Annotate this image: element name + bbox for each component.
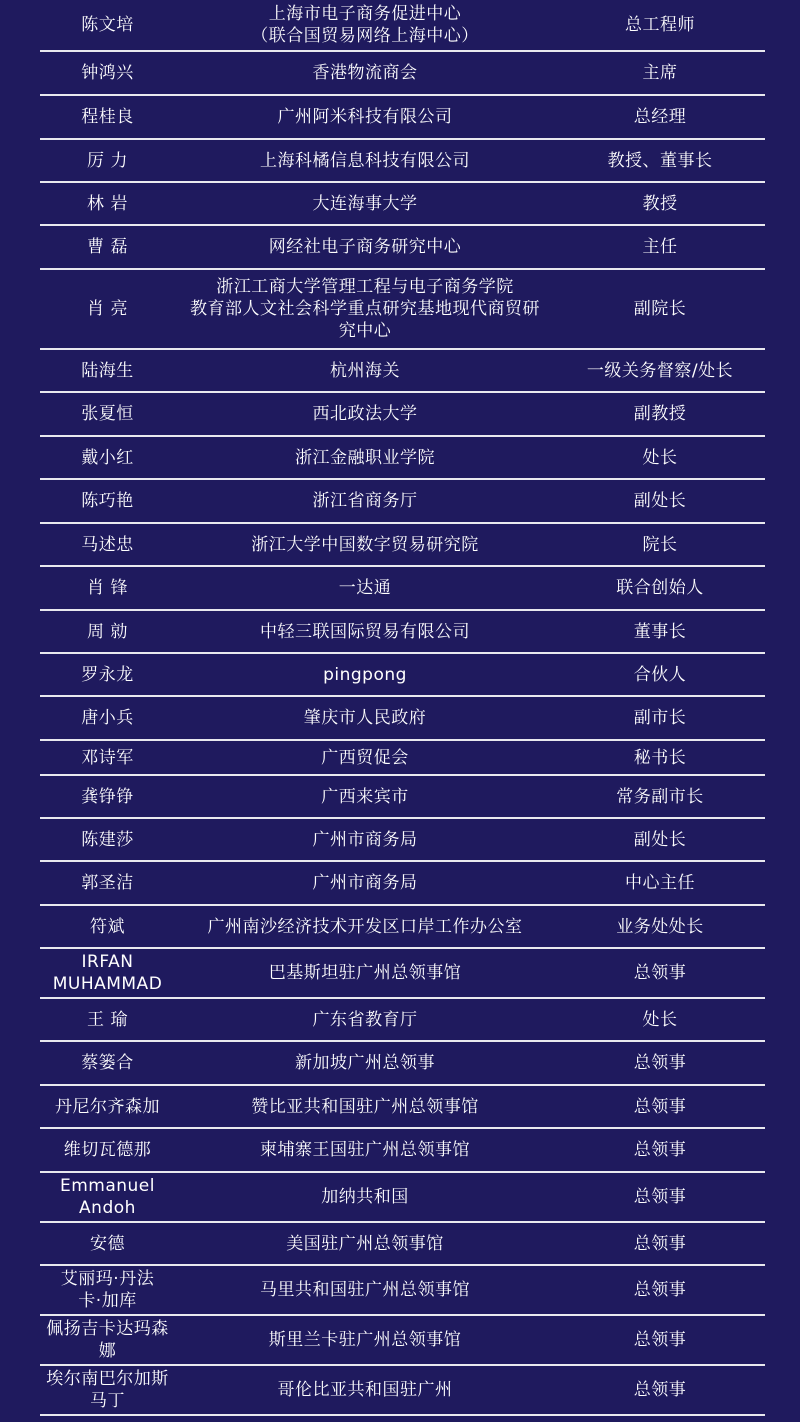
cell-name bbox=[40, 14, 175, 36]
cell-org bbox=[175, 962, 555, 984]
cell-org-text: 中轻三联国际贸易有限公司 bbox=[260, 621, 470, 642]
cell-name-text: IRFAN MUHAMMAD bbox=[52, 952, 163, 994]
cell-title bbox=[555, 1379, 765, 1401]
cell-title-text: 总领事 bbox=[633, 1053, 687, 1073]
cell-name-text: 厉 力 bbox=[87, 150, 128, 171]
cell-org bbox=[175, 621, 555, 643]
cell-name-text: 王 瑜 bbox=[87, 1009, 128, 1030]
table-row bbox=[40, 1086, 765, 1129]
cell-name bbox=[40, 106, 175, 128]
cell-title-text: 业务处处长 bbox=[616, 916, 704, 937]
delegates-table bbox=[40, 0, 765, 1416]
table-row bbox=[40, 862, 765, 906]
cell-title bbox=[555, 829, 765, 851]
cell-name-text: 陈建莎 bbox=[81, 829, 134, 850]
cell-title bbox=[555, 447, 765, 469]
cell-title-text: 总领事 bbox=[633, 963, 687, 983]
cell-org-text: 美国驻广州总领事馆 bbox=[286, 1233, 444, 1254]
table-row bbox=[40, 183, 765, 226]
cell-name bbox=[40, 829, 175, 851]
cell-name-text: 罗永龙 bbox=[81, 664, 134, 685]
cell-name-text: 符斌 bbox=[90, 916, 125, 937]
cell-org bbox=[175, 1379, 555, 1401]
cell-title bbox=[555, 786, 765, 808]
cell-title bbox=[555, 707, 765, 729]
table-row bbox=[40, 819, 765, 862]
cell-title bbox=[555, 298, 765, 320]
cell-title-text: 联合创始人 bbox=[616, 578, 704, 598]
cell-name bbox=[40, 403, 175, 425]
table-row bbox=[40, 270, 765, 350]
cell-name bbox=[40, 490, 175, 512]
cell-title-text: 总领事 bbox=[633, 1140, 687, 1160]
cell-title-text: 教授 bbox=[642, 193, 678, 214]
cell-title bbox=[555, 193, 765, 215]
cell-org bbox=[175, 490, 555, 512]
cell-name bbox=[40, 707, 175, 729]
cell-name bbox=[40, 621, 175, 643]
cell-title bbox=[555, 1186, 765, 1208]
cell-org-text: 浙江金融职业学院 bbox=[295, 447, 435, 468]
table-row bbox=[40, 0, 765, 52]
cell-title-text: 一级关务督察/处长 bbox=[586, 360, 734, 381]
cell-name bbox=[40, 664, 175, 686]
cell-org bbox=[175, 1233, 555, 1255]
table-row bbox=[40, 350, 765, 393]
cell-org-text: 一达通 bbox=[338, 578, 392, 598]
cell-name-text: 邓诗军 bbox=[81, 747, 134, 768]
cell-title-text: 副处长 bbox=[633, 491, 687, 511]
table-row bbox=[40, 96, 765, 140]
table-row bbox=[40, 1316, 765, 1366]
cell-org-text: 网经社电子商务研究中心 bbox=[268, 237, 462, 257]
cell-org bbox=[175, 62, 555, 84]
cell-title bbox=[555, 534, 765, 556]
cell-org bbox=[175, 1329, 555, 1351]
cell-name-text: 程桂良 bbox=[81, 107, 134, 127]
cell-name-text: 林 岩 bbox=[87, 193, 128, 214]
cell-name bbox=[40, 193, 175, 215]
cell-title-text: 总领事 bbox=[633, 1330, 687, 1350]
table-row bbox=[40, 1223, 765, 1266]
cell-title-text: 处长 bbox=[642, 447, 678, 468]
cell-title-text: 副处长 bbox=[633, 829, 687, 850]
table-row bbox=[40, 1129, 765, 1173]
table-row bbox=[40, 611, 765, 654]
cell-name-text: 安德 bbox=[90, 1233, 125, 1254]
cell-org-text: 巴基斯坦驻广州总领事馆 bbox=[268, 963, 462, 983]
cell-title-text: 副院长 bbox=[633, 299, 687, 319]
cell-title-text: 处长 bbox=[642, 1009, 678, 1030]
cell-org-text: 广西贸促会 bbox=[321, 747, 409, 768]
cell-name bbox=[40, 872, 175, 894]
cell-title-text: 合伙人 bbox=[633, 664, 687, 685]
cell-org-text: 浙江工商大学管理工程与电子商务学院 教育部人文社会科学重点研究基地现代商贸研 究中心 bbox=[190, 277, 540, 341]
cell-org bbox=[175, 707, 555, 729]
cell-name bbox=[40, 1139, 175, 1161]
cell-name bbox=[40, 1096, 175, 1118]
table-row bbox=[40, 1266, 765, 1316]
cell-name bbox=[40, 1268, 175, 1312]
cell-org-text: 斯里兰卡驻广州总领事馆 bbox=[268, 1330, 462, 1350]
cell-name bbox=[40, 786, 175, 808]
cell-title-text: 主席 bbox=[642, 63, 678, 83]
cell-name bbox=[40, 1368, 175, 1412]
cell-name bbox=[40, 1175, 175, 1219]
cell-name-text: 肖 亮 bbox=[87, 299, 128, 319]
table-row bbox=[40, 1173, 765, 1223]
cell-name-text: 蔡篓合 bbox=[81, 1053, 134, 1073]
cell-name bbox=[40, 1009, 175, 1031]
cell-org-text: 马里共和国驻广州总领事馆 bbox=[260, 1280, 470, 1300]
cell-org bbox=[175, 360, 555, 382]
cell-name-text: 钟鸿兴 bbox=[81, 63, 134, 83]
cell-title bbox=[555, 872, 765, 894]
table-row bbox=[40, 52, 765, 96]
cell-org bbox=[175, 747, 555, 769]
cell-name-text: 肖 锋 bbox=[87, 578, 128, 598]
cell-title bbox=[555, 916, 765, 938]
cell-title-text: 教授、董事长 bbox=[607, 150, 713, 171]
cell-name-text: 唐小兵 bbox=[81, 708, 134, 728]
cell-title bbox=[555, 1009, 765, 1031]
cell-title-text: 总工程师 bbox=[625, 15, 695, 35]
table-row bbox=[40, 140, 765, 183]
table-row bbox=[40, 999, 765, 1042]
cell-org bbox=[175, 534, 555, 556]
cell-title bbox=[555, 236, 765, 258]
table-row bbox=[40, 480, 765, 524]
cell-name-text: 周 勍 bbox=[87, 621, 128, 642]
cell-org bbox=[175, 786, 555, 808]
cell-name-text: 丹尼尔齐森加 bbox=[55, 1096, 160, 1117]
cell-title bbox=[555, 490, 765, 512]
cell-org bbox=[175, 577, 555, 599]
cell-title bbox=[555, 1139, 765, 1161]
cell-title-text: 院长 bbox=[642, 534, 678, 555]
cell-org-text: 广州南沙经济技术开发区口岸工作办公室 bbox=[207, 916, 523, 937]
cell-org-text: 香港物流商会 bbox=[312, 63, 418, 83]
cell-name bbox=[40, 534, 175, 556]
cell-org-text: pingpong bbox=[323, 664, 407, 685]
cell-org-text: 浙江省商务厅 bbox=[312, 491, 418, 511]
cell-name-text: 马述忠 bbox=[81, 534, 134, 555]
cell-org bbox=[175, 150, 555, 172]
table-row bbox=[40, 697, 765, 741]
cell-org-text: 大连海事大学 bbox=[312, 193, 418, 214]
cell-org-text: 上海市电子商务促进中心 （联合国贸易网络上海中心） bbox=[251, 4, 479, 46]
cell-org-text: 上海科橘信息科技有限公司 bbox=[260, 150, 470, 171]
cell-org bbox=[175, 236, 555, 258]
cell-title bbox=[555, 747, 765, 769]
cell-org-text: 柬埔寨王国驻广州总领事馆 bbox=[260, 1140, 470, 1160]
cell-name-text: 龚铮铮 bbox=[81, 786, 134, 807]
cell-org bbox=[175, 1096, 555, 1118]
cell-name-text: 陆海生 bbox=[81, 360, 134, 381]
table-row bbox=[40, 437, 765, 480]
table-row bbox=[40, 393, 765, 437]
cell-org bbox=[175, 829, 555, 851]
cell-org-text: 赞比亚共和国驻广州总领事馆 bbox=[251, 1096, 479, 1117]
cell-title-text: 常务副市长 bbox=[616, 786, 704, 807]
cell-org-text: 广州市商务局 bbox=[312, 829, 418, 850]
cell-title-text: 秘书长 bbox=[633, 747, 687, 768]
cell-org-text: 浙江大学中国数字贸易研究院 bbox=[251, 534, 479, 555]
table-row bbox=[40, 949, 765, 999]
cell-title bbox=[555, 962, 765, 984]
cell-title bbox=[555, 1233, 765, 1255]
cell-name-text: 张夏恒 bbox=[81, 404, 134, 424]
cell-org bbox=[175, 447, 555, 469]
table-row bbox=[40, 776, 765, 819]
cell-name-text: 佩扬吉卡达玛森 娜 bbox=[46, 1319, 169, 1361]
table-row bbox=[40, 567, 765, 611]
cell-title bbox=[555, 106, 765, 128]
cell-name-text: 埃尔南巴尔加斯 马丁 bbox=[46, 1369, 169, 1411]
cell-title-text: 副教授 bbox=[633, 404, 687, 424]
cell-name-text: 郭圣洁 bbox=[81, 873, 134, 893]
cell-org-text: 广东省教育厅 bbox=[312, 1009, 418, 1030]
table-row bbox=[40, 906, 765, 949]
cell-org bbox=[175, 872, 555, 894]
cell-title-text: 总领事 bbox=[633, 1096, 687, 1117]
table-row bbox=[40, 1366, 765, 1416]
cell-name-text: Emmanuel Andoh bbox=[59, 1176, 155, 1218]
cell-org bbox=[175, 193, 555, 215]
cell-org-text: 加纳共和国 bbox=[321, 1187, 409, 1207]
cell-name bbox=[40, 150, 175, 172]
cell-org-text: 广西来宾市 bbox=[321, 786, 409, 807]
cell-name bbox=[40, 577, 175, 599]
cell-org bbox=[175, 1139, 555, 1161]
cell-name bbox=[40, 1233, 175, 1255]
cell-title bbox=[555, 1096, 765, 1118]
cell-name bbox=[40, 1052, 175, 1074]
cell-name bbox=[40, 236, 175, 258]
table-row bbox=[40, 654, 765, 697]
cell-name bbox=[40, 360, 175, 382]
cell-name-text: 戴小红 bbox=[81, 447, 134, 468]
cell-org-text: 广州阿米科技有限公司 bbox=[277, 107, 453, 127]
cell-title bbox=[555, 62, 765, 84]
table-row bbox=[40, 524, 765, 567]
cell-org-text: 杭州海关 bbox=[330, 360, 400, 381]
cell-org bbox=[175, 664, 555, 686]
cell-title bbox=[555, 150, 765, 172]
cell-name-text: 艾丽玛·丹法 卡·加库 bbox=[60, 1269, 155, 1311]
cell-org-text: 哥伦比亚共和国驻广州 bbox=[277, 1380, 453, 1400]
cell-org bbox=[175, 1009, 555, 1031]
cell-title bbox=[555, 664, 765, 686]
cell-name bbox=[40, 916, 175, 938]
cell-title-text: 主任 bbox=[642, 237, 678, 257]
cell-title bbox=[555, 1052, 765, 1074]
cell-name bbox=[40, 447, 175, 469]
cell-org-text: 肇庆市人民政府 bbox=[303, 708, 427, 728]
cell-title bbox=[555, 577, 765, 599]
cell-title bbox=[555, 1329, 765, 1351]
cell-org-text: 新加坡广州总领事 bbox=[295, 1053, 435, 1073]
cell-name bbox=[40, 951, 175, 995]
cell-org bbox=[175, 403, 555, 425]
cell-name-text: 曹 磊 bbox=[87, 237, 128, 257]
cell-title-text: 副市长 bbox=[633, 708, 687, 728]
cell-name bbox=[40, 298, 175, 320]
cell-org bbox=[175, 276, 555, 342]
cell-name-text: 维切瓦德那 bbox=[63, 1140, 152, 1160]
cell-name bbox=[40, 62, 175, 84]
cell-title bbox=[555, 14, 765, 36]
cell-title-text: 总经理 bbox=[633, 107, 687, 127]
table-row bbox=[40, 1042, 765, 1086]
cell-org-text: 广州市商务局 bbox=[312, 873, 418, 893]
cell-org bbox=[175, 1186, 555, 1208]
cell-title bbox=[555, 360, 765, 382]
table-row bbox=[40, 226, 765, 270]
cell-title bbox=[555, 621, 765, 643]
cell-title bbox=[555, 1279, 765, 1301]
cell-name-text: 陈巧艳 bbox=[81, 491, 134, 511]
cell-title-text: 总领事 bbox=[633, 1187, 687, 1207]
cell-org bbox=[175, 916, 555, 938]
cell-name bbox=[40, 1318, 175, 1362]
cell-title-text: 董事长 bbox=[633, 621, 687, 642]
cell-org-text: 西北政法大学 bbox=[312, 404, 418, 424]
cell-title-text: 总领事 bbox=[633, 1233, 687, 1254]
cell-name bbox=[40, 747, 175, 769]
cell-org bbox=[175, 1279, 555, 1301]
cell-org bbox=[175, 3, 555, 47]
table-row bbox=[40, 741, 765, 776]
cell-name-text: 陈文培 bbox=[81, 15, 134, 35]
cell-title-text: 中心主任 bbox=[625, 873, 695, 893]
cell-org bbox=[175, 1052, 555, 1074]
cell-title bbox=[555, 403, 765, 425]
cell-title-text: 总领事 bbox=[633, 1280, 687, 1300]
cell-org bbox=[175, 106, 555, 128]
cell-title-text: 总领事 bbox=[633, 1380, 687, 1400]
